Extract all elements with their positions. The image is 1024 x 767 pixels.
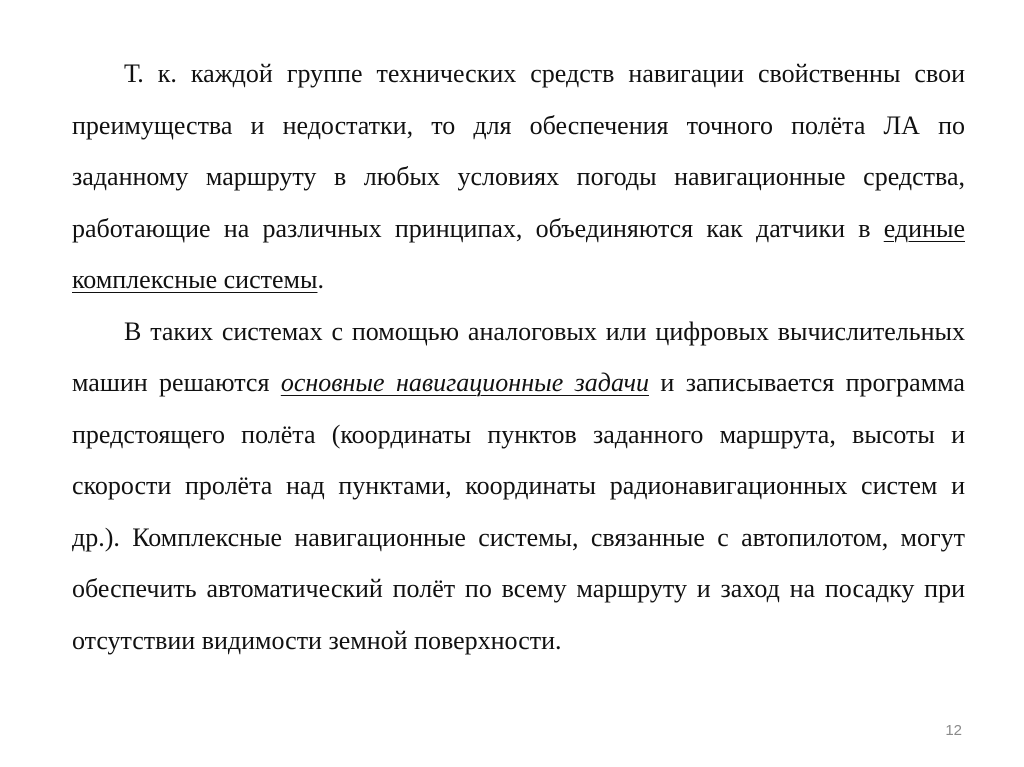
paragraph-1 (72, 48, 965, 306)
paragraph-2 (72, 306, 965, 667)
slide-body (72, 48, 965, 666)
italic-term-navigation-tasks: основные навигационные задачи (280, 368, 649, 397)
paragraph-1-text: Т. к. каждой группе технических средств навигации свойственны свои преимущества и недостатки, то для обеспечения точного полёта ЛА по заданному маршруту в любых условиях погоды навигационные средства, работающие на различных принципах, объединяются как датчики в (72, 59, 965, 243)
paragraph-1-end: . (317, 265, 324, 294)
underlined-term-unified-systems: единые комплексные системы (72, 213, 965, 294)
paragraph-2-text-start: В таких системах с помощью аналоговых или цифровых вычислительных машин решаются (72, 316, 965, 397)
page-number: 12 (945, 722, 962, 739)
paragraph-2-text-end: и записывается программа предстоящего полёта (координаты пунктов заданного маршрута, высоты и скорости пролёта над пунктами, координаты радионавигационных систем и др.). Комплексные навигационные системы, связанные с автопилотом, могут обеспечить автоматический полёт по всему маршруту и заход на посадку при отсутствии видимости земной поверхности. (72, 368, 965, 655)
